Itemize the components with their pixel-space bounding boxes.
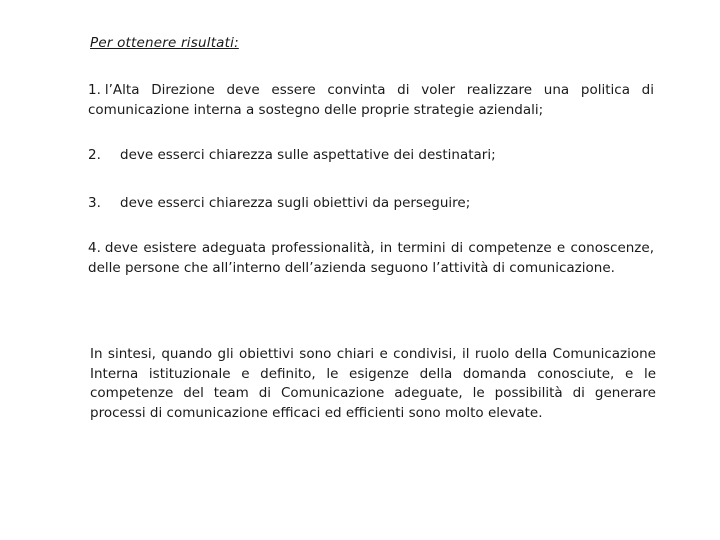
list-item-number: 1. [88,82,101,98]
heading: Per ottenere risultati: [90,35,239,51]
list-item-4 [88,239,654,278]
summary-paragraph: In sintesi, quando gli obiettivi sono chiari e condivisi, il ruolo della Comunicazione Interna istituzionale e definito, le esigenze della domanda conosciute, e le competenze del team di Comunicazione adeguate, le possibilità di generare processi di comunicazione efficaci ed efficienti sono molto elevate. [90,346,656,421]
list-item-number: 3. [88,195,101,211]
list-item-1 [88,81,654,120]
list-item-number: 4. [88,240,101,256]
list-item-3 [88,194,654,214]
list-item-number: 2. [88,147,101,163]
list-item-text: deve esistere adeguata professionalità, in termini di competenze e conoscenze, delle persone che all’interno dell’azienda seguono l’attività di comunicazione. [88,240,654,276]
list-item-text: deve esserci chiarezza sugli obiettivi da perseguire; [120,195,471,211]
list-item-text: l’Alta Direzione deve essere convinta di voler realizzare una politica di comunicazione interna a sostegno delle proprie strategie aziendali; [88,82,654,118]
list-item-2 [88,146,654,166]
list-item-text: deve esserci chiarezza sulle aspettative dei destinatari; [120,147,496,163]
